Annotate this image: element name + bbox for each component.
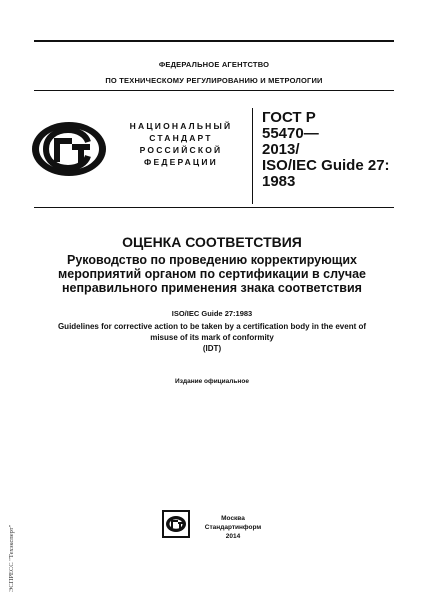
english-title-line: misuse of its mark of conformity	[150, 333, 274, 342]
designation-line: 55470—	[262, 125, 319, 142]
edition-note: Издание официальное	[175, 378, 249, 385]
national-line: НАЦИОНАЛЬНЫЙ	[129, 121, 233, 131]
english-title	[20, 321, 404, 354]
agency-line-2: ПО ТЕХНИЧЕСКОМУ РЕГУЛИРОВАНИЮ И МЕТРОЛОГИИ	[105, 76, 323, 85]
publisher-line: Стандартинформ	[204, 524, 262, 531]
side-watermark-text: ЭСПРЕСС "Техэксперт"	[8, 524, 15, 592]
document-title: ОЦЕНКА СООТВЕТСТВИЯ	[122, 234, 302, 250]
national-standard-label	[122, 120, 240, 168]
iso-reference: ISO/IEC Guide 27:1983	[171, 309, 253, 318]
standard-designation	[262, 110, 402, 190]
subtitle-line: мероприятий органом по сертификации в случае	[58, 267, 366, 281]
subtitle-line: Руководство по проведению корректирующих	[67, 253, 357, 267]
subtitle-line: неправильного применения знака соответствия	[62, 281, 362, 295]
header-rule	[34, 90, 394, 91]
designation-line: 1983	[262, 173, 296, 190]
rst-emblem-icon	[30, 120, 108, 178]
english-title-line: (IDT)	[202, 344, 222, 353]
national-line: СТАНДАРТ	[149, 133, 213, 143]
side-watermark	[8, 520, 20, 592]
publisher-line: Москва	[221, 515, 245, 522]
top-rule	[34, 40, 394, 42]
national-line: РОССИЙСКОЙ	[139, 145, 223, 155]
publisher-line: 2014	[225, 533, 241, 540]
agency-line-1: ФЕДЕРАЛЬНОЕ АГЕНТСТВО	[158, 60, 270, 69]
publisher-info	[198, 514, 268, 541]
designation-line: ГОСТ Р	[262, 109, 316, 126]
english-title-line: Guidelines for corrective action to be taken by a certification body in the event of	[57, 322, 367, 331]
vertical-divider	[252, 108, 253, 204]
document-subtitle	[20, 253, 404, 295]
national-line: ФЕДЕРАЦИИ	[144, 157, 218, 167]
title-rule	[34, 207, 394, 208]
designation-line: ISO/IEC Guide 27:	[262, 157, 390, 174]
designation-line: 2013/	[262, 141, 300, 158]
publisher-logo-icon	[162, 510, 190, 538]
